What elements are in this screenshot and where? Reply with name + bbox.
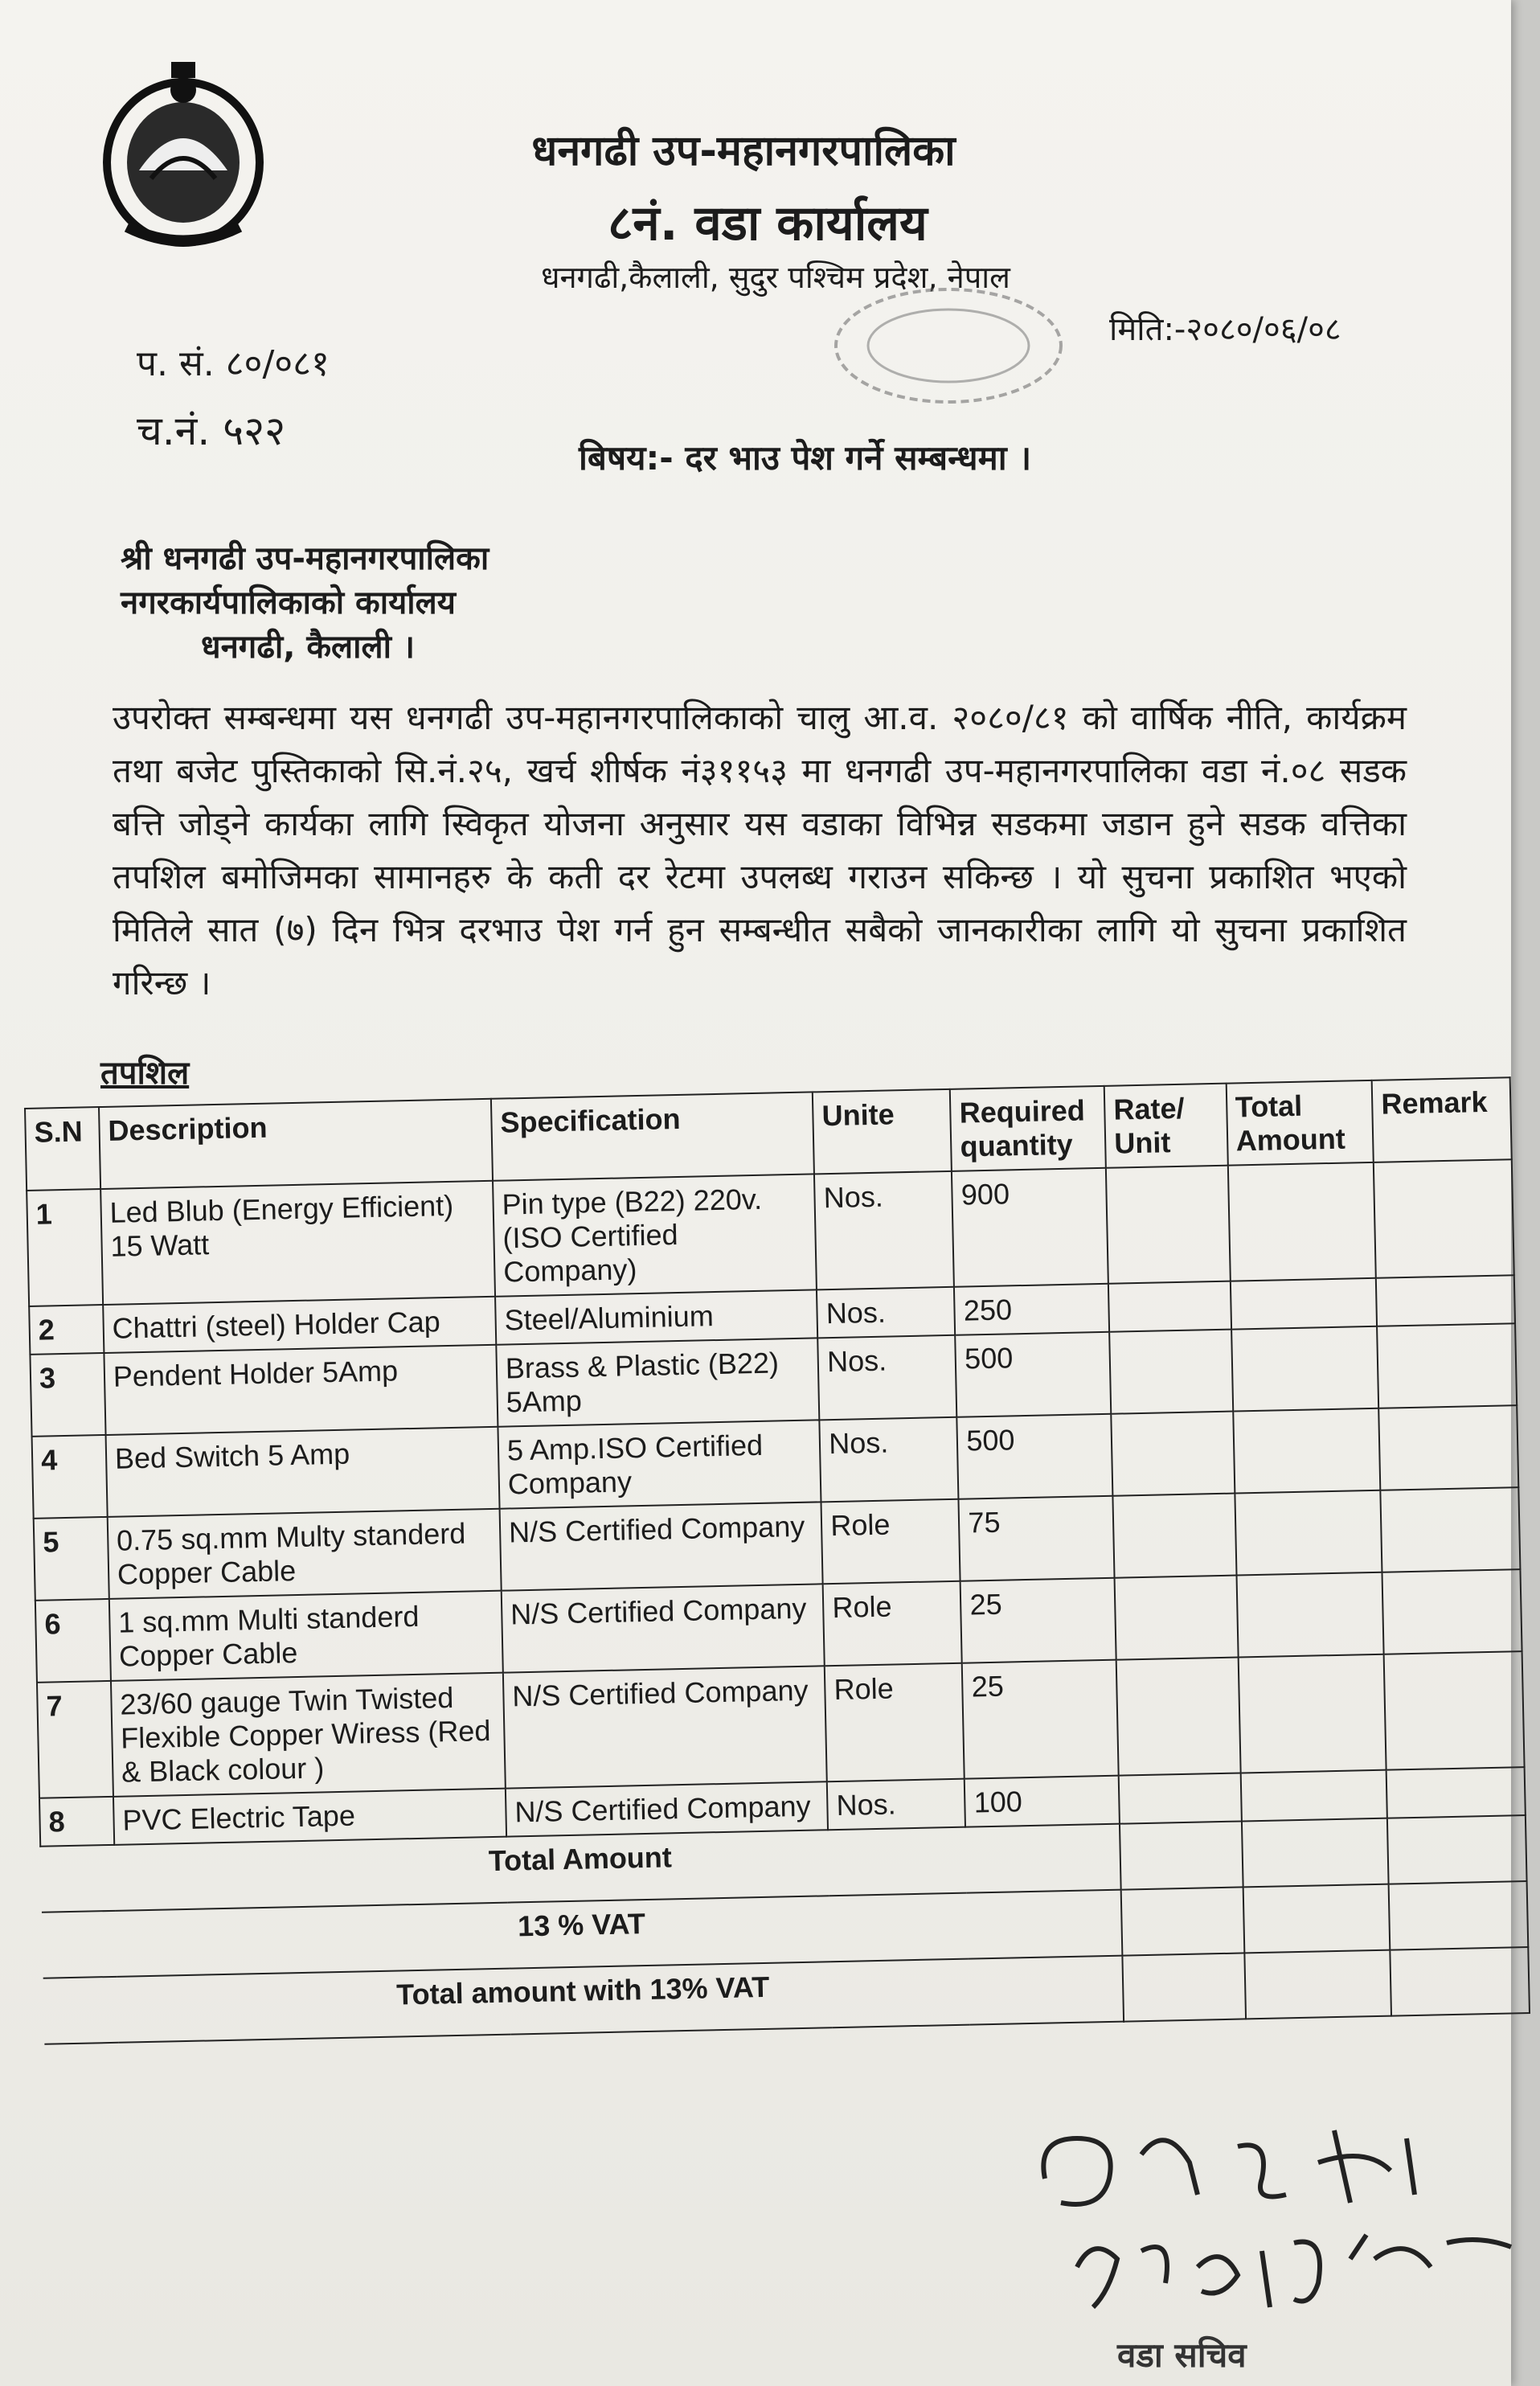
cell-remark xyxy=(1391,1947,1530,2016)
cell-specification: 5 Amp.ISO Certified Company xyxy=(498,1420,821,1508)
cell-sn: 2 xyxy=(29,1305,104,1355)
letter-subject: बिषय:- दर भाउ पेश गर्ने सम्बन्धमा । xyxy=(579,438,1032,478)
col-specification: Specification xyxy=(491,1092,814,1180)
cell-remark xyxy=(1387,1815,1526,1884)
total-with-vat-label: Total amount with 13% VAT xyxy=(43,1956,1124,2044)
handwritten-signature xyxy=(1029,2106,1527,2380)
cell-sn: 5 xyxy=(34,1517,109,1601)
cell-quantity: 250 xyxy=(954,1284,1109,1335)
cell-specification: Steel/Aluminium xyxy=(495,1289,817,1344)
cell-rate xyxy=(1109,1330,1232,1414)
cell-unit: Role xyxy=(821,1499,960,1585)
reference-number: प. सं. ८०/०८१ xyxy=(137,343,330,384)
cell-description: Chattri (steel) Holder Cap xyxy=(103,1297,496,1353)
cell-remark xyxy=(1377,1323,1517,1408)
office-stamp xyxy=(828,281,1069,410)
col-sn: S.N xyxy=(25,1107,100,1191)
items-table xyxy=(24,1076,1530,2044)
cell-sn: 6 xyxy=(35,1599,111,1683)
cell-sn: 3 xyxy=(30,1353,105,1437)
cell-description: Pendent Holder 5Amp xyxy=(104,1345,498,1435)
letter-body: उपरोक्त सम्बन्धमा यस धनगढी उप-महानगरपालिकाको चालु आ.व. २०८०/८१ को वार्षिक नीति, कार्यक्रम तथा बजेट पुस्तिकाको सि.नं.२५, खर्च शीर्षक नं३११५३ मा धनगढी उप-महानगरपालिका वडा नं.०८ सडक बत्ति जोड्ने कार्यका लागि स्विकृत योजना अनुसार यस वडाका विभिन्न सडकमा जडान हुने सडक वत्तिका तपशिल बमोजिमका सामानहरु के कती दर रेटमा उपलब्ध गराउन सकिन्छ । यो सुचना प्रकाशित भएको मितिले सात (७) दिन भित्र दरभाउ पेश गर्न हुन सम्बन्धीत सबैको जानकारीका लागि यो सुचना प्रकाशित गरिन्छ । xyxy=(113,698,1407,1002)
cell-description: Bed Switch 5 Amp xyxy=(105,1427,499,1517)
cell-rate xyxy=(1121,1887,1244,1955)
cell-rate xyxy=(1113,1494,1236,1578)
cell-sn: 1 xyxy=(27,1189,103,1306)
cell-unit: Nos. xyxy=(817,1287,955,1339)
cell-quantity: 100 xyxy=(965,1776,1120,1827)
cell-quantity: 500 xyxy=(957,1414,1113,1499)
cell-sn: 4 xyxy=(32,1435,108,1519)
cell-total xyxy=(1236,1572,1384,1658)
cell-specification: Pin type (B22) 220v.(ISO Certified Company) xyxy=(493,1174,817,1296)
cell-rate xyxy=(1106,1166,1230,1284)
col-remark: Remark xyxy=(1372,1077,1512,1162)
cell-remark xyxy=(1389,1881,1528,1950)
cell-specification: N/S Certified Company xyxy=(502,1584,825,1672)
cell-description: Led Blub (Energy Efficient) 15 Watt xyxy=(100,1181,495,1305)
addressee-line-3: धनगढी, कैलाली । xyxy=(201,629,416,666)
col-quantity: Required quantity xyxy=(950,1086,1106,1171)
col-rate: Rate/ Unit xyxy=(1104,1084,1227,1168)
cell-total xyxy=(1240,1770,1387,1822)
office-address: धनगढी,कैलाली, सुदुर पश्चिम प्रदेश, नेपाल xyxy=(541,260,1010,295)
cell-rate xyxy=(1108,1281,1231,1332)
cell-total xyxy=(1244,1950,1391,2019)
cell-rate xyxy=(1115,1576,1238,1660)
col-unit: Unite xyxy=(813,1089,952,1175)
cell-description: 0.75 sq.mm Multy standerd Copper Cable xyxy=(108,1509,502,1599)
cell-specification: N/S Certified Company xyxy=(503,1666,827,1788)
signatory-title: वडा सचिव xyxy=(1117,2335,1247,2375)
cell-total xyxy=(1235,1490,1382,1576)
cell-description: 1 sq.mm Multi standerd Copper Cable xyxy=(109,1591,503,1681)
cell-sn: 7 xyxy=(37,1681,113,1798)
col-description: Description xyxy=(99,1099,493,1189)
cell-total xyxy=(1241,1818,1388,1888)
cell-quantity: 75 xyxy=(959,1496,1115,1581)
cell-rate xyxy=(1116,1658,1240,1776)
cell-unit: Nos. xyxy=(817,1335,956,1421)
cell-description: PVC Electric Tape xyxy=(113,1789,506,1845)
government-emblem-logo xyxy=(95,58,272,259)
cell-unit: Nos. xyxy=(827,1779,965,1830)
total-amount-label: Total Amount xyxy=(40,1824,1121,1912)
cell-remark xyxy=(1384,1651,1525,1770)
cell-total xyxy=(1233,1408,1381,1494)
cell-quantity: 25 xyxy=(962,1660,1119,1779)
cell-unit: Nos. xyxy=(820,1417,959,1503)
cell-unit: Nos. xyxy=(814,1171,954,1290)
cell-remark xyxy=(1381,1487,1521,1572)
cell-remark xyxy=(1382,1569,1522,1654)
cell-quantity: 900 xyxy=(952,1168,1108,1287)
cell-specification: N/S Certified Company xyxy=(506,1781,828,1836)
cell-quantity: 500 xyxy=(956,1332,1112,1417)
cell-remark xyxy=(1386,1767,1526,1818)
cell-description: 23/60 gauge Twin Twisted Flexible Copper Wiress (Red & Black colour ) xyxy=(111,1673,506,1797)
cell-remark xyxy=(1376,1275,1515,1326)
letter-date: मिति:-२०८०/०६/०८ xyxy=(1109,311,1341,348)
addressee-line-1: श्री धनगढी उप-महानगरपालिका xyxy=(121,540,489,577)
cell-remark xyxy=(1374,1159,1514,1278)
cell-total xyxy=(1243,1884,1390,1953)
col-total: Total Amount xyxy=(1226,1080,1374,1166)
cell-remark xyxy=(1378,1405,1518,1490)
municipality-name: धनगढी उप-महानगरपालिका xyxy=(531,127,956,175)
details-heading: तपशिल xyxy=(100,1055,190,1092)
dispatch-number: च.नं. ५२२ xyxy=(137,408,286,454)
cell-sn: 8 xyxy=(39,1797,114,1847)
cell-total xyxy=(1230,1278,1377,1330)
addressee-line-2: नगरकार्यपालिकाको कार्यालय xyxy=(121,584,456,621)
cell-quantity: 25 xyxy=(960,1578,1116,1663)
cell-total xyxy=(1231,1326,1379,1412)
cell-rate xyxy=(1119,1773,1242,1823)
cell-rate xyxy=(1111,1412,1234,1496)
cell-rate xyxy=(1123,1953,1246,2021)
cell-specification: N/S Certified Company xyxy=(500,1502,823,1590)
vat-label: 13 % VAT xyxy=(42,1890,1123,1978)
cell-unit: Role xyxy=(825,1663,965,1782)
cell-total xyxy=(1227,1162,1376,1281)
cell-rate xyxy=(1120,1821,1243,1889)
cell-specification: Brass & Plastic (B22) 5Amp xyxy=(496,1338,819,1426)
office-name: ८नं. वडा कार्यालय xyxy=(608,195,928,252)
cell-total xyxy=(1238,1654,1386,1773)
cell-unit: Role xyxy=(823,1581,962,1667)
